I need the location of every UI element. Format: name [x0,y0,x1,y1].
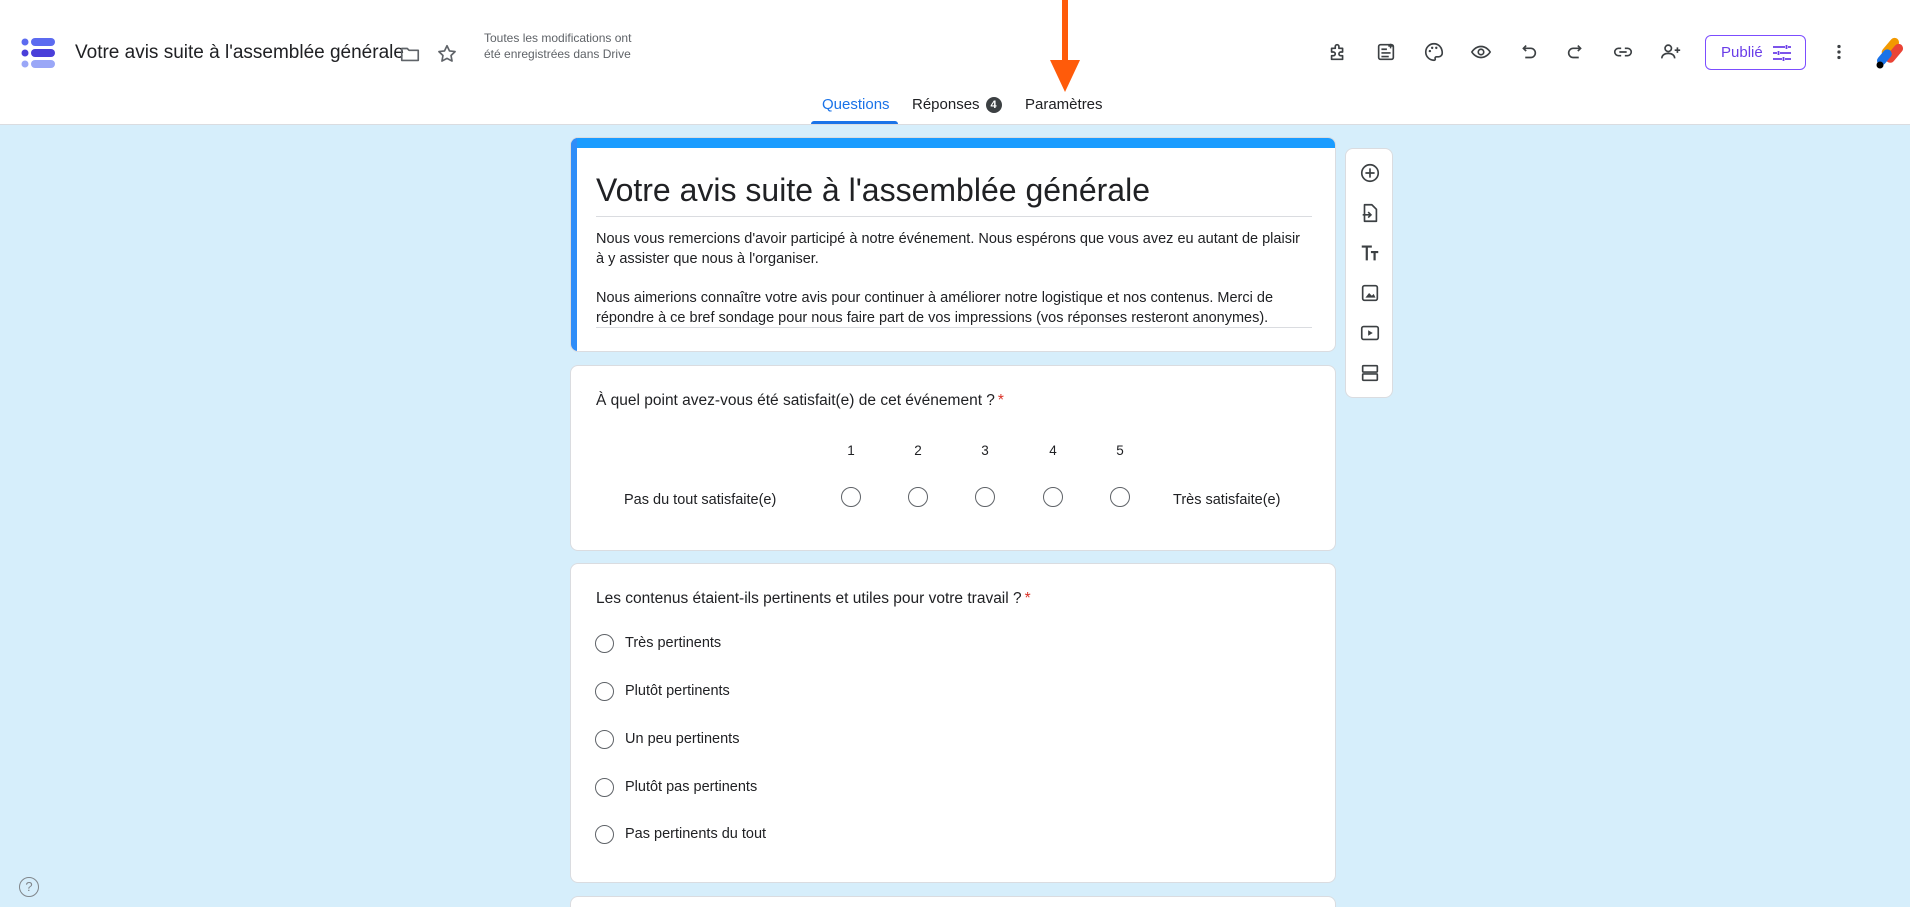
tab-responses[interactable] [912,96,1002,124]
selected-card-indicator [571,138,577,351]
required-mark: * [1024,590,1031,607]
scale-radio-4[interactable] [1043,487,1063,507]
radio-button[interactable] [595,730,614,749]
radio-button[interactable] [595,682,614,701]
add-section-icon[interactable] [1358,361,1382,385]
responses-count-badge: 4 [986,97,1002,113]
question-text: Les contenus étaient-ils pertinents et utiles pour votre travail ? [596,590,1022,607]
publish-label: Publié [1721,44,1763,61]
question-card-satisfaction[interactable] [570,365,1336,551]
form-description-paragraph: Nous aimerions connaître votre avis pour continuer à améliorer notre logistique et nos contenus. Merci de répondre à ce bref sondage pour nous faire part de vos impressions (vos réponses resteront anonymes). [596,290,1274,326]
option-tres-pertinents[interactable] [595,633,721,653]
scale-radio-1[interactable] [841,487,861,507]
add-question-icon[interactable] [1358,161,1382,185]
question-title [596,590,1031,608]
required-mark: * [997,392,1004,409]
active-tab-indicator [811,121,898,124]
add-image-icon[interactable] [1358,281,1382,305]
addon-icon[interactable] [1326,40,1350,64]
undo-icon[interactable] [1516,40,1540,64]
scale-number: 5 [1116,443,1124,458]
form-description-paragraph: Nous vous remercions d'avoir participé à notre événement. Nous espérons que vous avez eu autant de plaisir à y assister que nous à l'organiser. [596,231,1300,267]
account-avatar-icon[interactable] [1874,34,1906,70]
tab-questions[interactable]: Questions [822,96,890,113]
save-status: Toutes les modifications ont été enregistrées dans Drive [484,31,632,61]
form-description[interactable] [596,229,1312,347]
form-title[interactable]: Votre avis suite à l'assemblée générale [596,172,1150,208]
scale-max-label: Très satisfaite(e) [1173,492,1281,508]
option-plutot-pas-pertinents[interactable] [595,777,757,797]
scale-number: 3 [981,443,989,458]
question-card-next[interactable] [570,896,1336,907]
add-title-icon[interactable] [1358,241,1382,265]
folder-icon[interactable] [398,42,422,66]
option-label: Très pertinents [625,635,722,651]
scale-number: 4 [1049,443,1057,458]
document-title[interactable]: Votre avis suite à l'assemblée générale [75,42,404,63]
help-icon[interactable]: ? [19,877,39,897]
preview-eye-icon[interactable] [1469,40,1493,64]
radio-button[interactable] [595,825,614,844]
checklist-icon[interactable] [1374,40,1398,64]
tab-responses-label: Réponses [912,96,980,113]
tab-bar [0,96,1910,124]
add-person-icon[interactable] [1659,40,1683,64]
scale-radio-5[interactable] [1110,487,1130,507]
add-video-icon[interactable] [1358,321,1382,345]
radio-button[interactable] [595,778,614,797]
tune-icon [1772,44,1792,62]
scale-min-label: Pas du tout satisfaite(e) [624,492,777,508]
publish-button[interactable] [1705,35,1806,70]
forms-logo-icon[interactable] [20,36,56,70]
option-pas-pertinents-du-tout[interactable] [595,824,766,844]
divider [596,216,1312,217]
option-label: Un peu pertinents [625,731,740,747]
option-plutot-pertinents[interactable] [595,681,730,701]
app-header [0,0,1910,125]
import-questions-icon[interactable] [1358,201,1382,225]
form-title-card[interactable] [570,137,1336,352]
star-icon[interactable] [435,42,459,66]
question-text: À quel point avez-vous été satisfait(e) de cet événement ? [596,392,995,409]
annotation-arrow-icon [1050,0,1080,94]
radio-button[interactable] [595,634,614,653]
option-label: Plutôt pas pertinents [625,779,758,795]
question-card-relevance[interactable] [570,563,1336,883]
scale-radio-2[interactable] [908,487,928,507]
scale-radio-3[interactable] [975,487,995,507]
more-vert-icon[interactable] [1827,40,1851,64]
divider [596,327,1312,328]
palette-icon[interactable] [1422,40,1446,64]
scale-number: 1 [847,443,855,458]
question-title [596,392,1004,410]
option-label: Pas pertinents du tout [625,826,767,842]
tab-settings[interactable]: Paramètres [1025,96,1103,113]
option-label: Plutôt pertinents [625,683,730,699]
redo-icon[interactable] [1564,40,1588,64]
title-card-accent-bar [571,138,1335,148]
floating-toolbar [1345,148,1393,398]
scale-number: 2 [914,443,922,458]
link-icon[interactable] [1611,40,1635,64]
option-un-peu-pertinents[interactable] [595,729,739,749]
